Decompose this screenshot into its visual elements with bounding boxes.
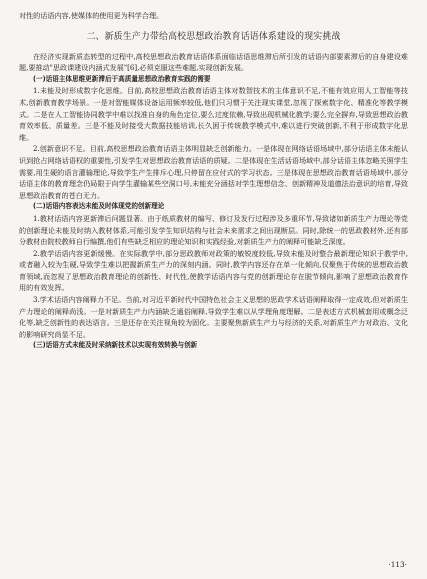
- subsection-heading-1: (一)话语主体思维更新滞后于高质量思想政治教育实践的需要: [33, 74, 211, 83]
- paragraph-1-2: 2.创新意识不足。目前,高校思想政治教育话语主体明显缺乏创新能力。一是体现在网络话语场域中,部分话语主体未能认识到抢占网络话语权的重要性,引发学生对思想政治教育话语的质疑。二是体现在生活话语场域中,部分话语主体忽略关照学生需要,用生硬的语言灌输理论,导致学生产生排斥心理,只停留在应付式的学习状态。三是体现在思想政治教育话语场域中,部分话语主体的教育理念仍局限于向学生灌输某些空洞口号,未能充分涵括对学生理想信念、创新精神及道德法治意识的培育,导致思想政治教育的苍白无力。: [19, 144, 408, 200]
- page-number: ·113·: [388, 560, 407, 569]
- section-intro: 在经济实现新质态转型的过程中,高校思想政治教育话语体系面临话语思维滞后所引发的话语内部要素滞后的自身建设难题,要推动"思政课建设内涵式发展"[6],必须克服这些难题,实现创新发展。: [19, 51, 408, 73]
- article-page: [19, 10, 408, 352]
- paragraph-2-1: 1.教材话语内容更新滞后问题显著。由于纸质教材的编写、修订及发行过程涉及多重环节,导致诸如新质生产力理论等党的创新理论未能及时纳入教材体系,可能引发学生知识结构与社会未来需求之间出现断层。同时,除统一的思政教材外,还有部分教材由院校教师自行编撰,他们有些缺乏相应的理论知识和实践经验,对新质生产力的阐释可能缺乏深度。: [19, 213, 408, 247]
- subsection-heading-3: (三)话语方式未能及时采纳新技术以实现有效转换与创新: [33, 341, 198, 350]
- paragraph-2-2: 2.教学话语内容更新缓慢。在实际教学中,部分思政教师对政策的敏锐度较低,导致未能及时整合最新理论知识于教学中,或者融入较为生硬,导致学生难以把握新质生产力的深刻内涵。同时,教学内容还存在单一化倾向,仅聚焦于传统的思想政治教育领域,而忽视了思想政治教育理论的创新性、时代性,使教学话语内容与党的创新理论存在脱节倾向,影响了思想政治教育作用的有效发挥。: [19, 248, 408, 293]
- intro-line: 对性的话语内容,使媒体的使用更为科学合理。: [19, 11, 164, 20]
- subsection-heading-2: (二)话语内容表达未能及时体现党的创新理论: [33, 202, 165, 211]
- paragraph-1-1: 1.未能及时形成数字化思维。目前,高校思想政治教育话语主体对数智技术的主体意识不足,不能有效应用人工智能等技术,创新教育教学场景。一是对智能媒体设备运用频率较低,他们只习惯于关注现实课堂,忽视了探索数字化、精准化等教学模式。二是在人工智能协同教学中难以找准自身的角色定位,要么过度依赖,导致出现机械化教学;要么完全摒弃,导致思想政治教育效率低、质量差。三是不能及时接受大数据技能培训,长久困于传统教学模式中,难以进行突破创新,不利于形成数字化思维。: [19, 86, 408, 142]
- section-title: 二、新质生产力带给高校思想政治教育话语体系建设的现实挑战: [86, 31, 341, 42]
- paragraph-2-3: 3.学术话语内容阐释力不足。当前,对习近平新时代中国特色社会主义思想的思政学术话语阐释取得一定成效,但对新质生产力理论的阐释尚浅。一是对新质生产力内涵缺乏通俗阐释,导致学生难以从学理角度理解。二是表述方式机械套用或概念泛化等,缺乏创新性的表达语言。三是还存在关注视角较为固化。主要聚焦新质生产力与经济的关系,对新质生产力对政治、文化的影响研究尚显不足。: [19, 295, 408, 339]
